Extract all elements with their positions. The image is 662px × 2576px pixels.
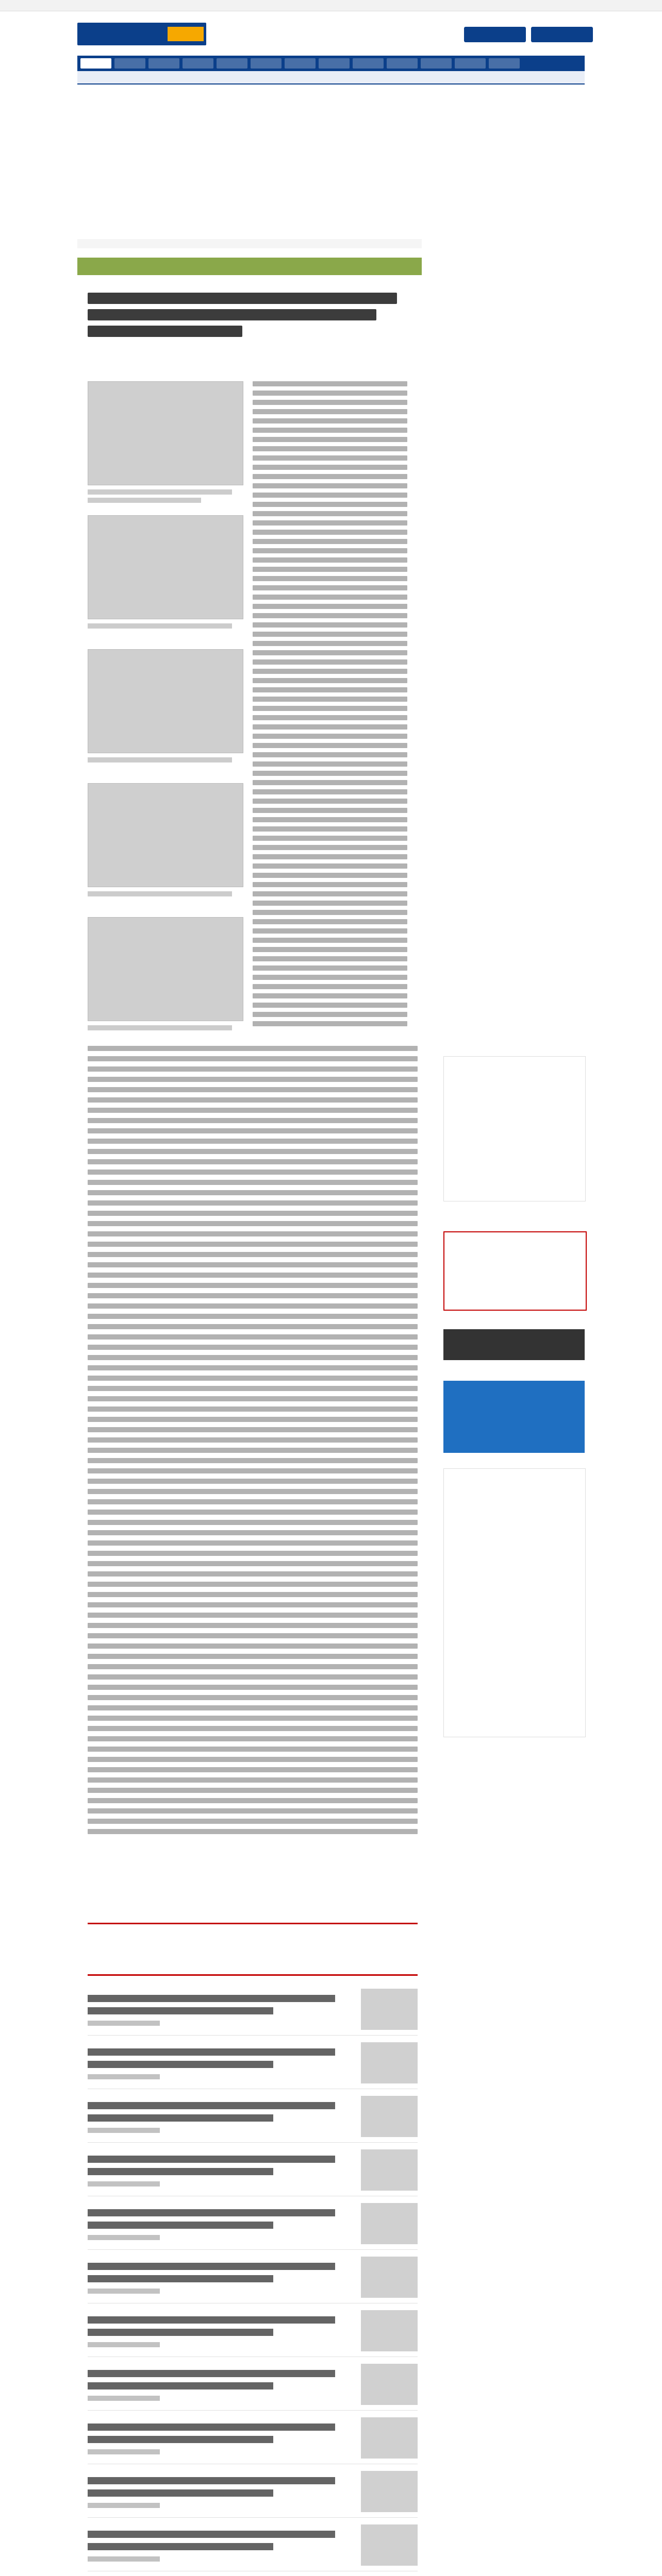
article-body-line [253, 928, 407, 934]
article-body-line [88, 1757, 418, 1762]
list-item-thumbnail [361, 2042, 418, 2083]
article-body-line [253, 604, 407, 609]
photo-caption [88, 891, 232, 896]
related-articles-header [88, 1906, 418, 1924]
article-body-line [88, 1654, 418, 1659]
secondary-nav [77, 71, 585, 84]
article-body-line [88, 1510, 418, 1515]
list-item-text [88, 2168, 273, 2175]
article-body-line [88, 1128, 418, 1133]
list-item[interactable] [88, 2251, 418, 2303]
nav-item-10[interactable] [387, 58, 418, 69]
weather-widget[interactable] [443, 1056, 586, 1201]
article-body-line [88, 1396, 418, 1401]
article-body-line [88, 1633, 418, 1638]
list-item-text [88, 2449, 160, 2454]
nav-item-13[interactable] [489, 58, 520, 69]
list-item-text [88, 2235, 160, 2240]
list-item-thumbnail [361, 1989, 418, 2030]
article-body-line [253, 854, 407, 859]
article-body-line [88, 1149, 418, 1154]
article-body-line [88, 1046, 418, 1051]
list-item-text [88, 2436, 273, 2443]
article-body-line [253, 428, 407, 433]
article-body-line [253, 984, 407, 989]
list-item-text [88, 2342, 160, 2347]
article-body-line [88, 1499, 418, 1504]
article-body-line [253, 520, 407, 526]
list-item[interactable] [88, 2144, 418, 2196]
article-body-line [253, 687, 407, 692]
article-body-line [253, 799, 407, 804]
nav-item-3[interactable] [148, 58, 179, 69]
nav-item-5[interactable] [217, 58, 247, 69]
article-body-line [253, 817, 407, 822]
article-body-line [253, 613, 407, 618]
list-item-text [88, 2382, 273, 2389]
article-body-line [253, 400, 407, 405]
list-item-text [88, 2114, 273, 2122]
list-item-text [88, 2275, 273, 2282]
article-body-line [253, 455, 407, 461]
list-item-text [88, 2316, 335, 2324]
list-item-text [88, 2102, 335, 2109]
article-body-line [88, 1458, 418, 1463]
article-body-line [88, 1788, 418, 1793]
header-button-2[interactable] [531, 27, 593, 42]
list-item-text [88, 2007, 273, 2014]
article-body-line [88, 1448, 418, 1453]
article-body-line [253, 576, 407, 581]
list-item-thumbnail [361, 2471, 418, 2512]
article-body-line [253, 919, 407, 924]
article-body-line [88, 1087, 418, 1092]
article-body-line [253, 585, 407, 590]
article-body-line [88, 1468, 418, 1473]
nav-item-12[interactable] [455, 58, 486, 69]
article-body-line [253, 882, 407, 887]
article-body-line [253, 743, 407, 748]
article-body-line [88, 1829, 418, 1834]
article-body-line [88, 1798, 418, 1803]
list-item-thumbnail [361, 2364, 418, 2405]
article-body-line [253, 530, 407, 535]
article-body-line [88, 1097, 418, 1103]
list-item-text [88, 2156, 335, 2163]
promo-banner[interactable] [443, 1381, 585, 1453]
article-body-line [253, 965, 407, 971]
article-body-line [253, 474, 407, 479]
article-body-line [253, 502, 407, 507]
article-photo [88, 783, 243, 887]
breadcrumb [77, 239, 422, 248]
list-item-text [88, 2329, 273, 2336]
list-item-thumbnail [361, 2524, 418, 2566]
list-item-text [88, 2209, 335, 2216]
article-body-line [88, 1479, 418, 1484]
list-item-text [88, 2021, 160, 2026]
article-body-line [88, 1695, 418, 1700]
article-body-line [88, 1571, 418, 1577]
article-body-line [88, 1273, 418, 1278]
article-photo [88, 649, 243, 753]
article-body-line [88, 1777, 418, 1783]
article-body-line [253, 873, 407, 878]
list-item-text [88, 2061, 273, 2068]
article-body-line [253, 891, 407, 896]
header-button-1[interactable] [464, 27, 526, 42]
article-body-line [88, 1808, 418, 1814]
list-item[interactable] [88, 2412, 418, 2464]
list-item-text [88, 2289, 160, 2294]
list-item[interactable] [88, 1984, 418, 2036]
article-body-line [253, 826, 407, 832]
photo-caption [88, 1025, 232, 1030]
article-body-line [253, 557, 407, 563]
article-body-line [253, 632, 407, 637]
article-body-line [88, 1819, 418, 1824]
photo-caption [88, 489, 232, 495]
disaster-info-banner[interactable] [443, 1231, 587, 1311]
nav-item-2[interactable] [114, 58, 145, 69]
nav-item-1[interactable] [80, 58, 111, 69]
nav-item-8[interactable] [319, 58, 350, 69]
article-body-line [253, 836, 407, 841]
article-body-line [253, 650, 407, 655]
article-body-line [88, 1365, 418, 1370]
article-body-line [253, 669, 407, 674]
article-body-line [253, 724, 407, 730]
nav-item-6[interactable] [251, 58, 282, 69]
article-body-line [253, 715, 407, 720]
article-photo [88, 515, 243, 619]
photo-caption [88, 498, 201, 503]
article-body-line [253, 975, 407, 980]
article-body-line [88, 1252, 418, 1257]
article-body-line [253, 947, 407, 952]
article-body-line [88, 1242, 418, 1247]
article-body-line [88, 1345, 418, 1350]
list-item-text [88, 2543, 273, 2550]
article-body-line [88, 1417, 418, 1422]
list-item-thumbnail [361, 2203, 418, 2244]
article-body-line [88, 1664, 418, 1669]
headline-line [88, 309, 376, 320]
primary-nav [77, 56, 585, 71]
article-body-line [88, 1231, 418, 1236]
list-item-text [88, 2556, 160, 2562]
article-body-line [88, 1613, 418, 1618]
nav-item-4[interactable] [183, 58, 213, 69]
article-body-line [253, 863, 407, 869]
list-item-thumbnail [361, 2310, 418, 2351]
list-item-thumbnail [361, 2257, 418, 2298]
article-body-line [253, 808, 407, 813]
article-body-line [253, 771, 407, 776]
article-body-line [253, 409, 407, 414]
article-body-line [253, 465, 407, 470]
article-body-line [88, 1726, 418, 1731]
article-body-line [253, 548, 407, 553]
list-item-text [88, 2370, 335, 2377]
article-body-line [88, 1334, 418, 1340]
article-body-line [253, 381, 407, 386]
article-body-line [88, 1262, 418, 1267]
list-item[interactable] [88, 2037, 418, 2089]
list-item[interactable] [88, 2091, 418, 2143]
list-item-text [88, 2396, 160, 2401]
list-item-text [88, 2181, 160, 2187]
page-title [88, 289, 407, 350]
article-body-line [253, 483, 407, 488]
headline-line [88, 326, 242, 337]
sns-banner[interactable] [443, 1329, 585, 1360]
article-body-line [253, 901, 407, 906]
article-body-line [253, 1003, 407, 1008]
top-utility-strip [0, 0, 662, 11]
list-item[interactable] [88, 2305, 418, 2357]
list-item-text [88, 2128, 160, 2133]
list-item-thumbnail [361, 2096, 418, 2137]
article-body-line [253, 622, 407, 628]
article-photo [88, 917, 243, 1021]
list-item[interactable] [88, 2466, 418, 2518]
article-body-line [88, 1705, 418, 1710]
article-body-line [88, 1736, 418, 1741]
latest-articles-header [88, 1958, 418, 1976]
article-body-line [88, 1139, 418, 1144]
list-item-thumbnail [361, 2149, 418, 2191]
article-body-line [88, 1108, 418, 1113]
article-body-line [253, 789, 407, 794]
masthead [0, 11, 662, 56]
article-body-line [253, 993, 407, 998]
photo-caption [88, 757, 232, 762]
article-body-line [88, 1674, 418, 1680]
article-body-line [88, 1180, 418, 1185]
article-body-line [88, 1303, 418, 1309]
article-body-line [253, 493, 407, 498]
article-body-line [253, 910, 407, 915]
list-item-text [88, 2048, 335, 2056]
list-item-text [88, 1995, 335, 2002]
article-body-line [88, 1066, 418, 1072]
article-body-line [253, 956, 407, 961]
article-body-line [88, 1283, 418, 1288]
article-body-line [88, 1602, 418, 1607]
nav-item-11[interactable] [421, 58, 452, 69]
article-body-line [88, 1716, 418, 1721]
list-item-text [88, 2503, 160, 2508]
article-body-line [88, 1170, 418, 1175]
list-item-text [88, 2222, 273, 2229]
article-body-line [88, 1386, 418, 1391]
article-body-line [253, 938, 407, 943]
nav-item-9[interactable] [353, 58, 384, 69]
article-body-line [253, 761, 407, 767]
nav-item-7[interactable] [285, 58, 316, 69]
article-body-line [88, 1056, 418, 1061]
article-body-line [88, 1540, 418, 1546]
article-body-line [253, 641, 407, 646]
article-body-line [253, 752, 407, 757]
article-body-line [88, 1489, 418, 1494]
article-body-line [88, 1427, 418, 1432]
article-body-line [88, 1530, 418, 1535]
article-body-line [253, 567, 407, 572]
headline-line [88, 293, 397, 304]
article-body-line [88, 1355, 418, 1360]
article-body-line [88, 1314, 418, 1319]
article-body-line [88, 1685, 418, 1690]
list-item-text [88, 2074, 160, 2079]
list-item-text [88, 2531, 335, 2538]
article-photo [88, 381, 243, 485]
list-item-text [88, 2263, 335, 2270]
article-body-line [88, 1211, 418, 1216]
list-item-text [88, 2489, 273, 2497]
article-body-line [253, 446, 407, 451]
article-body-line [253, 734, 407, 739]
article-body-line [253, 391, 407, 396]
article-body-line [253, 780, 407, 785]
list-item[interactable] [88, 2573, 418, 2576]
article-body-line [88, 1293, 418, 1298]
article-body-line [88, 1767, 418, 1772]
article-body-line [88, 1159, 418, 1164]
article-body-line [253, 418, 407, 423]
section-tab-bar[interactable] [77, 258, 422, 275]
article-body-line [253, 595, 407, 600]
list-item[interactable] [88, 2359, 418, 2411]
article-body-line [88, 1324, 418, 1329]
article-body-line [253, 706, 407, 711]
article-body-line [88, 1551, 418, 1556]
article-body-line [88, 1623, 418, 1628]
article-body-line [88, 1747, 418, 1752]
logo-accent [168, 27, 204, 41]
list-item[interactable] [88, 2198, 418, 2250]
article-body-line [253, 511, 407, 516]
article-body-line [253, 1012, 407, 1017]
article-body-line [88, 1376, 418, 1381]
article-body-line [88, 1406, 418, 1412]
article-body-line [253, 845, 407, 850]
article-body-line [253, 539, 407, 544]
article-body-line [253, 659, 407, 665]
article-body-line [253, 1021, 407, 1026]
list-item-text [88, 2477, 335, 2484]
article-body-line [88, 1643, 418, 1649]
article-body-line [88, 1221, 418, 1226]
article-body-line [88, 1200, 418, 1206]
article-body-line [253, 437, 407, 442]
article-body-line [88, 1118, 418, 1123]
article-body-line [88, 1190, 418, 1195]
photo-caption [88, 623, 232, 629]
article-body-line [253, 697, 407, 702]
list-item[interactable] [88, 2519, 418, 2571]
article-body-line [88, 1561, 418, 1566]
social-feed-widget[interactable] [443, 1468, 586, 1737]
article-body-line [88, 1582, 418, 1587]
list-item-thumbnail [361, 2417, 418, 2459]
article-body-line [253, 678, 407, 683]
list-item-text [88, 2424, 335, 2431]
article-body-line [88, 1520, 418, 1525]
article-body-line [88, 1592, 418, 1597]
article-body-line [88, 1437, 418, 1443]
article-body-line [88, 1077, 418, 1082]
